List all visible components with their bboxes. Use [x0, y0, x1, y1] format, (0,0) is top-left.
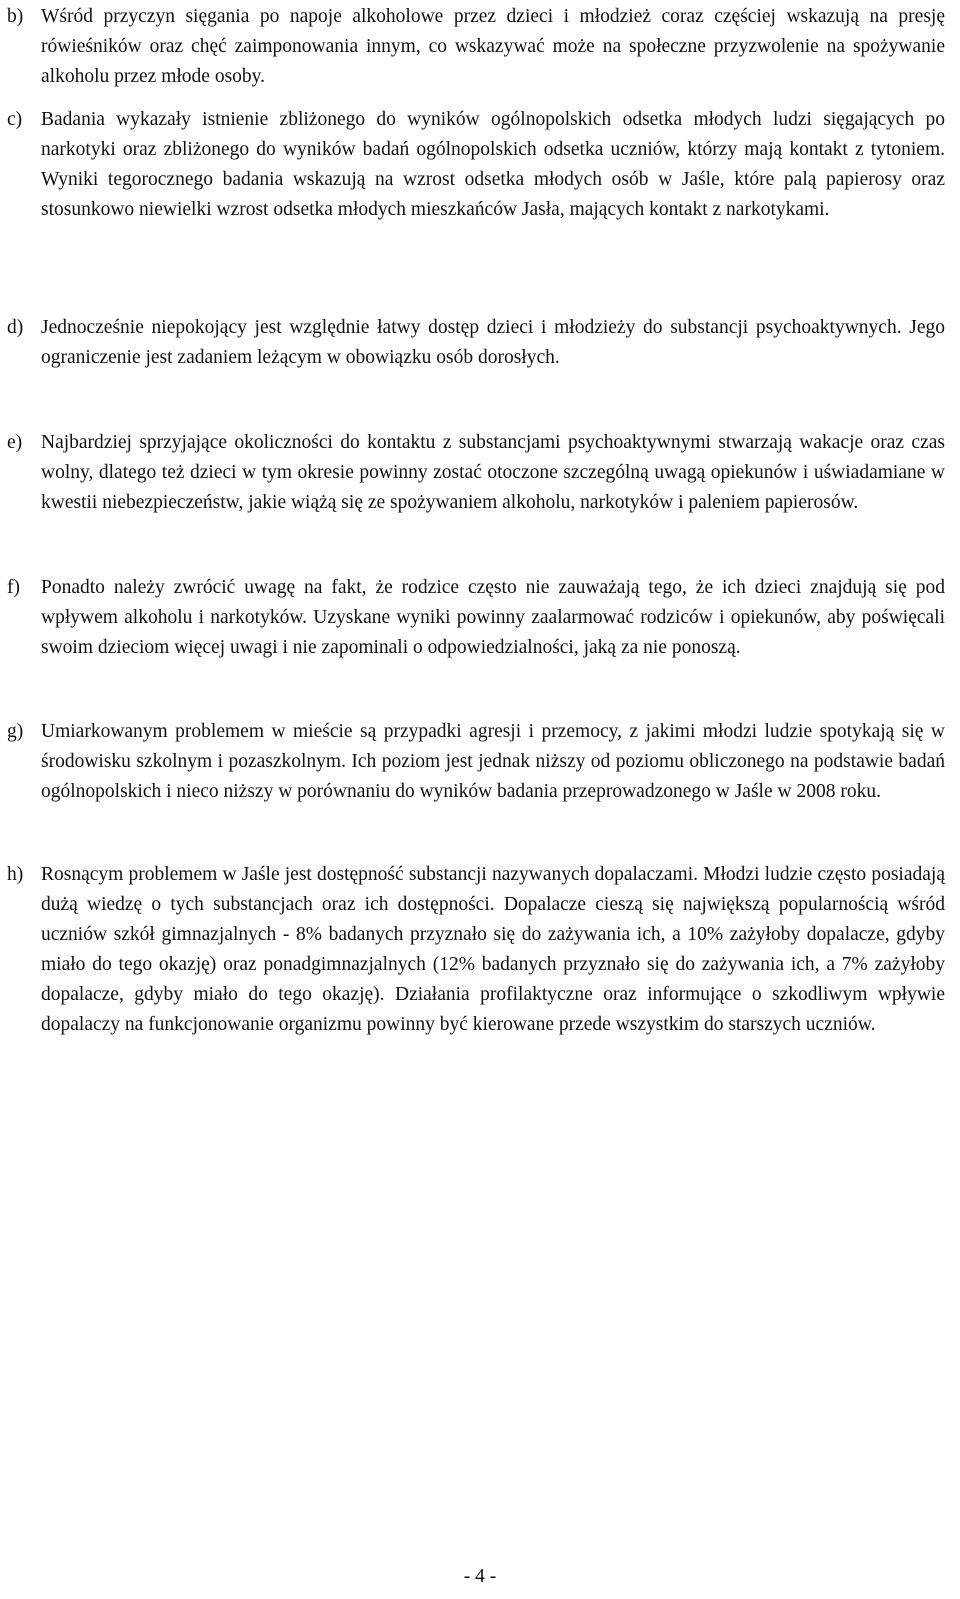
paragraph-e — [7, 428, 945, 518]
list-marker: e) — [7, 432, 23, 453]
page-number: - 4 - — [463, 1566, 497, 1587]
paragraph-text: Ponadto należy zwrócić uwagę na fakt, że rodzice często nie zauważają tego, że ich dzieci znajdują się pod wpływem alkoholu i narkotyków. Uzyskane wyniki powinny zaalarmować rodziców i opiekunów, aby poświęcali swoim dzieciom więcej uwagi i nie zapominali o odpowiedzialności, jaką za nie ponoszą. — [41, 577, 945, 658]
list-marker: d) — [7, 317, 24, 338]
paragraph-text: Badania wykazały istnienie zbliżonego do wyników ogólnopolskich odsetka młodych ludzi sięgających po narkotyki oraz zbliżonego do wyników badań ogólnopolskich odsetka uczniów, którzy mają kontakt z tytoniem. Wyniki tegorocznego badania wskazują na wzrost odsetka młodych osób w Jaśle, które palą papierosy oraz stosunkowo niewielki wzrost odsetka młodych mieszkańców Jasła, mających kontakt z narkotykami. — [41, 109, 945, 220]
list-marker: b) — [7, 6, 24, 27]
paragraph-text: Wśród przyczyn sięgania po napoje alkoholowe przez dzieci i młodzież coraz częściej wskazują na presję rówieśników oraz chęć zaimponowania innym, co wskazywać może na społeczne przyzwolenie na spożywanie alkoholu przez młode osoby. — [41, 6, 945, 87]
list-marker: g) — [7, 721, 24, 742]
list-marker: f) — [7, 577, 20, 598]
paragraph-d — [7, 313, 945, 373]
paragraph-text: Jednocześnie niepokojący jest względnie łatwy dostęp dzieci i młodzieży do substancji psychoaktywnych. Jego ograniczenie jest zadaniem leżącym w obowiązku osób dorosłych. — [41, 317, 945, 368]
list-marker: c) — [7, 109, 23, 130]
paragraph-text: Najbardziej sprzyjające okoliczności do kontaktu z substancjami psychoaktywnymi stwarzają wakacje oraz czas wolny, dlatego też dzieci w tym okresie powinny zostać otoczone szczególną uwagą opiekunów i uświadamiane w kwestii niebezpieczeństw, jakie wiążą się ze spożywaniem alkoholu, narkotyków i paleniem papierosów. — [41, 432, 945, 513]
paragraph-b — [7, 2, 945, 92]
paragraph-text: Rosnącym problemem w Jaśle jest dostępność substancji nazywanych dopalaczami. Młodzi ludzie często posiadają dużą wiedzę o tych substancjach oraz ich dostępności. Dopalacze cieszą się największą popularnością wśród uczniów szkół gimnazjalnych - 8% badanych przyznało się do zażywania ich, a 10% zażyłoby dopalacze, gdyby miało do tego okazję) oraz ponadgimnazjalnych (12% badanych przyznało się do zażywania ich, a 7% zażyłoby dopalacze, gdyby miało do tego okazję). Działania profilaktyczne oraz informujące o szkodliwym wpływie dopalaczy na funkcjonowanie organizmu powinny być kierowane przede wszystkim do starszych uczniów. — [41, 864, 945, 1035]
paragraph-c — [7, 105, 945, 225]
paragraph-g — [7, 717, 945, 807]
list-marker: h) — [7, 864, 24, 885]
paragraph-text: Umiarkowanym problemem w mieście są przypadki agresji i przemocy, z jakimi młodzi ludzie spotykają się w środowisku szkolnym i pozaszkolnym. Ich poziom jest jednak niższy od poziomu obliczonego na podstawie badań ogólnopolskich i nieco niższy w porównaniu do wyników badania przeprowadzonego w Jaśle w 2008 roku. — [41, 721, 945, 802]
paragraph-f — [7, 573, 945, 663]
paragraph-h — [7, 860, 945, 1040]
